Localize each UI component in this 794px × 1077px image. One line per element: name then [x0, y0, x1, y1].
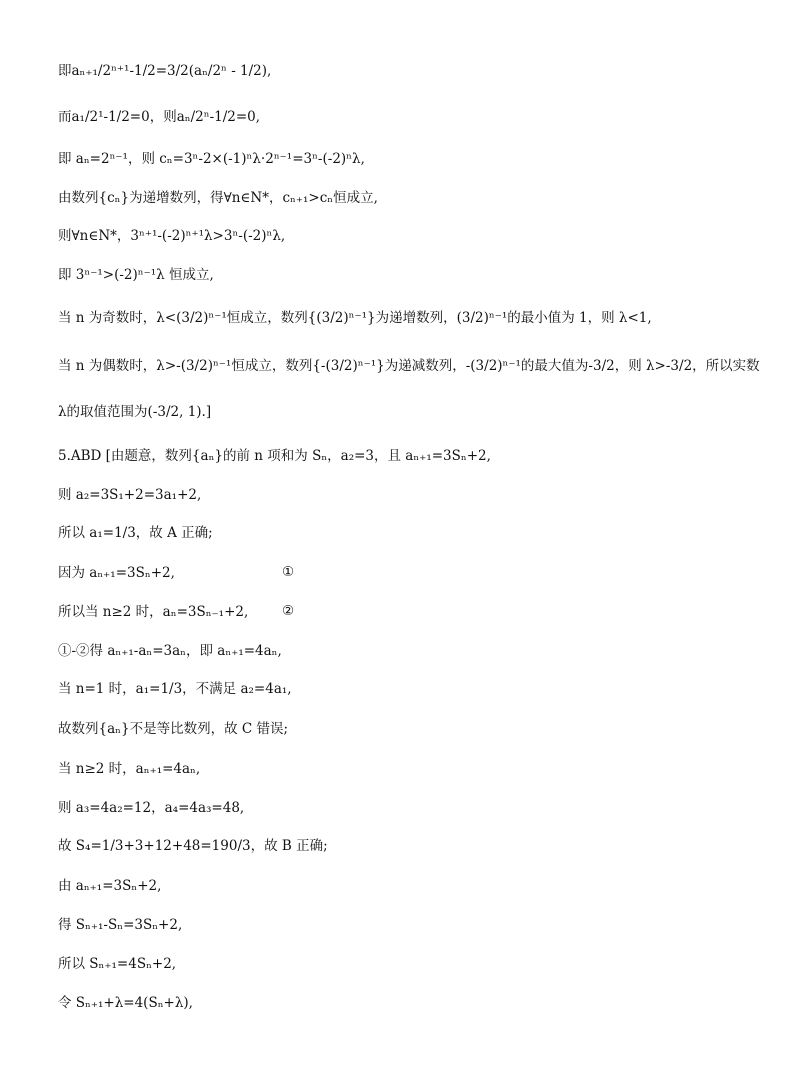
text-line: 即 aₙ=2ⁿ⁻¹，则 cₙ=3ⁿ-2×(-1)ⁿλ·2ⁿ⁻¹=3ⁿ-(-2)ⁿλ,	[58, 151, 365, 167]
text-line: 故数列{aₙ}不是等比数列，故 C 错误;	[58, 721, 289, 737]
text-line: 即aₙ₊₁/2ⁿ⁺¹-1/2=3/2(aₙ/2ⁿ - 1/2),	[58, 63, 272, 79]
text-line: 所以当 n≥2 时，aₙ=3Sₙ₋₁+2,	[58, 604, 249, 620]
text-line: 则∀n∈N*，3ⁿ⁺¹-(-2)ⁿ⁺¹λ>3ⁿ-(-2)ⁿλ,	[58, 228, 286, 244]
text-line: 当 n=1 时，a₁=1/3，不满足 a₂=4a₁,	[58, 681, 292, 697]
text-line: 当 n≥2 时，aₙ₊₁=4aₙ,	[58, 761, 201, 777]
text-line: 因为 aₙ₊₁=3Sₙ+2,	[58, 565, 175, 581]
text-line: 当 n 为偶数时，λ>-(3/2)ⁿ⁻¹恒成立，数列{-(3/2)ⁿ⁻¹}为递减数列，-(3/2)ⁿ⁻¹的最大值为-3/2，则 λ>-3/2，所以实数	[58, 358, 760, 374]
text-line: 所以 Sₙ₊₁=4Sₙ+2,	[58, 956, 177, 972]
text-line: 由 aₙ₊₁=3Sₙ+2,	[58, 878, 162, 894]
equation-marker-2: ②	[282, 603, 295, 619]
text-line: 所以 a₁=1/3，故 A 正确;	[58, 525, 213, 541]
text-line: 即 3ⁿ⁻¹>(-2)ⁿ⁻¹λ 恒成立,	[58, 267, 214, 283]
text-line: 故 S₄=1/3+3+12+48=190/3，故 B 正确;	[58, 838, 328, 854]
text-line: 由数列{cₙ}为递增数列，得∀n∈N*，cₙ₊₁>cₙ恒成立,	[58, 190, 378, 206]
text-line: λ的取值范围为(-3/2, 1).]	[58, 404, 212, 420]
text-line: 而a₁/2¹-1/2=0，则aₙ/2ⁿ-1/2=0,	[58, 109, 261, 125]
text-line: ①-②得 aₙ₊₁-aₙ=3aₙ，即 aₙ₊₁=4aₙ,	[58, 643, 282, 659]
text-line: 当 n 为奇数时，λ<(3/2)ⁿ⁻¹恒成立，数列{(3/2)ⁿ⁻¹}为递增数列，(3/2)ⁿ⁻¹的最小值为 1，则 λ<1,	[58, 310, 652, 326]
text-line: 则 a₃=4a₂=12，a₄=4a₃=48,	[58, 800, 245, 816]
text-line: 5.ABD [由题意，数列{aₙ}的前 n 项和为 Sₙ，a₂=3，且 aₙ₊₁=3Sₙ+2,	[58, 448, 491, 464]
text-line: 则 a₂=3S₁+2=3a₁+2,	[58, 487, 202, 503]
text-line: 令 Sₙ₊₁+λ=4(Sₙ+λ),	[58, 995, 193, 1011]
equation-marker-1: ①	[282, 564, 295, 580]
text-line: 得 Sₙ₊₁-Sₙ=3Sₙ+2,	[58, 917, 183, 933]
